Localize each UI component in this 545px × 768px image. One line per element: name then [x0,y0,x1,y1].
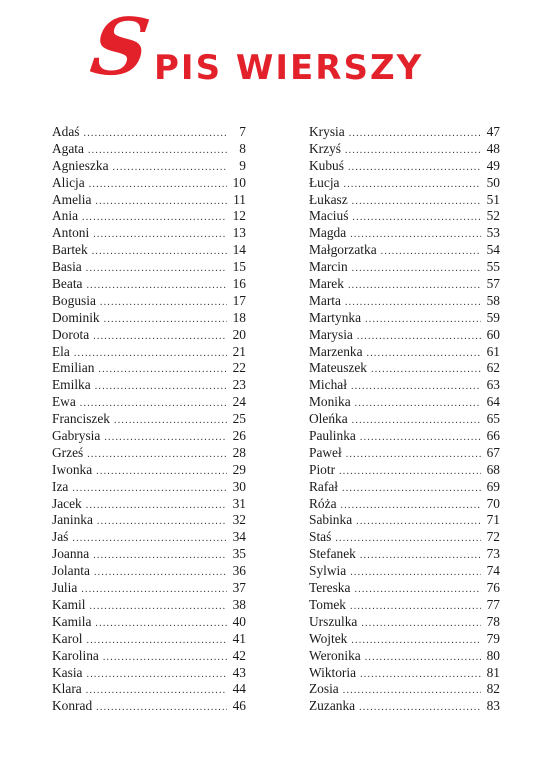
toc-entry-name: Marysia [309,326,353,342]
toc-entry-name: Bogusia [52,292,96,308]
dot-leader [355,396,481,413]
toc-entry-name: Marzenka [309,343,363,359]
toc-entry-page: 69 [486,478,500,494]
toc-entry-name: Staś [309,529,332,545]
dot-leader [86,261,227,278]
dot-leader [381,244,481,261]
toc-entry-page: 58 [486,292,500,308]
toc-entry-page: 46 [232,698,246,714]
dot-leader [95,616,227,633]
toc-entry-page: 62 [486,360,500,376]
dot-leader [89,599,227,616]
toc-entry-name: Jacek [52,495,82,511]
toc-entry-name: Marta [309,292,341,308]
toc-entry-name: Emilka [52,377,91,393]
toc-entry-name: Dorota [52,326,90,342]
toc-entry-name: Piotr [309,461,336,477]
toc-entry-page: 48 [486,140,500,156]
toc-entry-name: Tereska [309,580,351,596]
toc-entry-page: 16 [232,276,246,292]
toc-right-column [309,124,500,715]
toc-entry-name: Adaś [52,124,80,139]
dot-leader [87,667,228,684]
toc-entry-page: 73 [486,546,500,562]
toc-entry [52,681,246,698]
dot-leader [354,582,481,599]
dot-leader [100,295,227,312]
toc-entry-page: 79 [486,630,500,646]
dot-leader [361,616,481,633]
toc-entry [52,192,246,209]
dot-leader [74,346,227,363]
toc-entry-page: 23 [232,377,246,393]
toc-entry [309,681,500,698]
dot-leader [93,548,227,565]
toc-entry [52,293,246,310]
dot-leader [87,447,227,464]
toc-entry-page: 28 [232,444,246,460]
toc-entry [309,310,500,327]
toc-entry-page: 52 [486,208,500,224]
toc-entry-page: 40 [232,613,246,629]
toc-entry-page: 25 [232,411,246,427]
dot-leader [97,514,227,531]
dot-leader [341,498,481,515]
toc-entry-page: 51 [486,191,500,207]
toc-entry-page: 47 [486,124,500,139]
dot-leader [95,379,227,396]
toc-entry-page: 67 [486,444,500,460]
toc-entry-page: 78 [486,613,500,629]
toc-entry-name: Gabrysia [52,428,101,444]
toc-entry [52,411,246,428]
toc-entry-page: 65 [486,411,500,427]
toc-entry-page: 35 [232,546,246,562]
toc-entry-name: Martynka [309,309,362,325]
dot-leader [92,244,227,261]
dot-leader [360,548,481,565]
dot-leader [95,194,227,211]
toc-entry-name: Mateuszek [309,360,368,376]
toc-entry-name: Zosia [309,681,339,697]
toc-entry-name: Jaś [52,529,69,545]
dot-leader [350,599,481,616]
toc-entry [309,698,500,715]
toc-entry-name: Amelia [52,191,92,207]
toc-entry [309,276,500,293]
toc-entry-name: Łucja [309,174,340,190]
toc-entry-page: 64 [486,394,500,410]
toc-entry-name: Paulinka [309,428,356,444]
dot-leader [93,329,227,346]
toc-entry-page: 21 [232,343,246,359]
toc-entry-name: Stefanek [309,546,356,562]
toc-entry-page: 7 [239,124,246,139]
toc-entry-page: 82 [486,681,500,697]
page-title [85,2,432,93]
toc-entry [52,512,246,529]
toc-entry-page: 43 [232,664,246,680]
toc-entry [52,225,246,242]
toc-entry-name: Iwonka [52,461,93,477]
dot-leader [356,514,481,531]
dot-leader [72,481,227,498]
toc-entry-name: Wiktoria [309,664,357,680]
toc-entry-page: 49 [486,157,500,173]
toc-entry-name: Ela [52,343,70,359]
toc-entry-page: 9 [239,157,246,173]
toc-entry-page: 29 [232,461,246,477]
dot-leader [86,278,227,295]
toc-entry-name: Łukasz [309,191,348,207]
toc-entry-page: 14 [232,242,246,258]
toc-entry-name: Paweł [309,444,342,460]
toc-entry-name: Ewa [52,394,76,410]
toc-entry-page: 59 [486,309,500,325]
dot-leader [72,531,227,548]
toc-entry [52,360,246,377]
toc-entry-name: Sylwia [309,563,347,579]
toc-entry [309,563,500,580]
dot-leader [371,362,481,379]
toc-entry [52,563,246,580]
toc-entry-name: Zuzanka [309,698,356,714]
toc-left-column [52,124,246,715]
toc-entry [309,546,500,563]
toc-entry [52,158,246,175]
toc-entry [52,479,246,496]
toc-entry-page: 10 [232,174,246,190]
toc-entry-page: 20 [232,326,246,342]
dot-leader [352,413,481,430]
toc-entry [309,428,500,445]
toc-entry [52,344,246,361]
toc-entry-page: 72 [486,529,500,545]
toc-entry [309,462,500,479]
toc-entry-page: 22 [232,360,246,376]
toc-entry [52,394,246,411]
dot-leader [343,177,481,194]
toc-entry-page: 70 [486,495,500,511]
toc-entry-name: Róża [309,495,337,511]
toc-entry-name: Grześ [52,444,84,460]
toc-entry [309,665,500,682]
dot-leader [339,464,481,481]
dot-leader [113,160,227,177]
dot-leader [351,379,481,396]
toc-entry-page: 68 [486,461,500,477]
toc-entry-name: Agata [52,140,84,156]
toc-entry [309,158,500,175]
title-rest: PIS WIERSZY [154,48,424,88]
toc-entry [309,529,500,546]
toc-entry-page: 81 [486,664,500,680]
toc-entry [52,698,246,715]
toc-entry-name: Krysia [309,124,345,139]
toc-entry-page: 80 [486,647,500,663]
toc-entry [52,259,246,276]
dot-leader [114,413,227,430]
toc-entry [309,512,500,529]
toc-entry-page: 37 [232,580,246,596]
dot-leader [82,210,227,227]
toc-entry-page: 83 [486,698,500,714]
toc-entry [309,597,500,614]
toc-entry-name: Klara [52,681,82,697]
toc-entry [52,276,246,293]
toc-entry [52,175,246,192]
toc-entry-page: 38 [232,596,246,612]
toc-entry-page: 41 [232,630,246,646]
toc-entry-page: 53 [486,225,500,241]
toc-entry-name: Rafał [309,478,338,494]
dot-leader [342,481,481,498]
toc-entry-page: 74 [486,563,500,579]
toc-entry-page: 63 [486,377,500,393]
toc-entry-name: Emilian [52,360,95,376]
toc-entry [309,614,500,631]
toc-entry [52,597,246,614]
toc-entry [52,445,246,462]
dot-leader [365,312,481,329]
toc-entry [309,479,500,496]
toc-entry-name: Sabinka [309,512,353,528]
toc-entry-name: Basia [52,259,82,275]
toc-entry-name: Wojtek [309,630,348,646]
toc-entry [309,648,500,665]
toc-entry-name: Tomek [309,596,346,612]
toc-entry-name: Ania [52,208,79,224]
toc-entry-name: Joanna [52,546,90,562]
toc-entry [52,665,246,682]
toc-entry [309,259,500,276]
dot-leader [104,430,227,447]
dot-leader [365,650,481,667]
toc-entry-name: Alicja [52,174,85,190]
toc-entry [52,580,246,597]
toc-entry-name: Julia [52,580,78,596]
toc-entry [309,411,500,428]
toc-entry [52,496,246,513]
dot-leader [89,177,227,194]
toc-entry-page: 36 [232,563,246,579]
dot-leader [346,447,481,464]
dot-leader [348,160,481,177]
toc-entry [309,360,500,377]
title-initial: S [85,2,155,93]
toc-entry-name: Karolina [52,647,99,663]
toc-entry [309,175,500,192]
dot-leader [104,312,227,329]
toc-entry [52,631,246,648]
dot-leader [81,582,227,599]
dot-leader [352,210,481,227]
toc-entry-name: Monika [309,394,351,410]
toc-entry-name: Konrad [52,698,93,714]
toc-entry-name: Jolanta [52,563,90,579]
dot-leader [345,295,481,312]
toc-entry-name: Bartek [52,242,88,258]
dot-leader [343,683,481,700]
toc-entry [52,614,246,631]
toc-entry-name: Weronika [309,647,361,663]
toc-entry-page: 31 [232,495,246,511]
toc-entry-name: Oleńka [309,411,348,427]
dot-leader [345,143,481,160]
toc-entry-name: Dominik [52,309,100,325]
dot-leader [87,633,228,650]
dot-leader [352,261,481,278]
toc-entry-name: Beata [52,276,83,292]
toc-entry-page: 71 [486,512,500,528]
dot-leader [351,633,481,650]
toc-entry-name: Krzyś [309,140,341,156]
toc-entry [309,208,500,225]
toc-entry-page: 50 [486,174,500,190]
toc-entry-page: 57 [486,276,500,292]
dot-leader [86,498,227,515]
toc-entry [309,141,500,158]
toc-entry [52,529,246,546]
dot-leader [350,565,481,582]
toc-entry-page: 54 [486,242,500,258]
toc-entry [309,124,500,141]
toc-entry [309,445,500,462]
toc-entry-page: 26 [232,428,246,444]
toc-entry [52,327,246,344]
dot-leader [348,278,481,295]
dot-leader [357,329,481,346]
dot-leader [84,126,227,143]
toc-entry-name: Antoni [52,225,90,241]
toc-entry-page: 30 [232,478,246,494]
toc-entry [309,344,500,361]
toc-entry-page: 77 [486,596,500,612]
toc-entry [309,580,500,597]
toc-entry-name: Iza [52,478,69,494]
dot-leader [103,650,227,667]
toc-entry-page: 18 [232,309,246,325]
toc-entry [52,428,246,445]
dot-leader [96,700,227,717]
dot-leader [360,430,481,447]
toc-entry-name: Kubuś [309,157,344,173]
toc-entry-page: 44 [232,681,246,697]
toc-entry [52,377,246,394]
toc-entry [309,394,500,411]
toc-entry-page: 61 [486,343,500,359]
toc-entry-name: Michał [309,377,347,393]
toc-entry-name: Karol [52,630,83,646]
dot-leader [349,126,481,143]
dot-leader [359,700,481,717]
dot-leader [367,346,481,363]
dot-leader [335,531,481,548]
dot-leader [352,194,481,211]
toc-entry-page: 24 [232,394,246,410]
toc-entry-name: Marcin [309,259,348,275]
toc-entry-page: 66 [486,428,500,444]
toc-entry-name: Małgorzatka [309,242,377,258]
toc-entry-page: 15 [232,259,246,275]
toc-entry-page: 76 [486,580,500,596]
dot-leader [94,565,227,582]
toc-entry [52,648,246,665]
toc-entry [309,192,500,209]
toc-entry [52,310,246,327]
toc-entry-page: 32 [232,512,246,528]
toc-entry-page: 13 [232,225,246,241]
toc-entry [309,242,500,259]
toc-entry-name: Urszulka [309,613,358,629]
toc-entry-name: Maciuś [309,208,349,224]
toc-entry-name: Magda [309,225,347,241]
toc-entry [309,293,500,310]
toc-entry [309,225,500,242]
toc-entry-name: Kamila [52,613,92,629]
dot-leader [96,464,227,481]
toc-entry [52,546,246,563]
dot-leader [360,667,481,684]
toc-entry-page: 12 [232,208,246,224]
toc-entry-name: Agnieszka [52,157,109,173]
dot-leader [93,227,227,244]
toc-entry-page: 42 [232,647,246,663]
toc-entry-name: Kasia [52,664,83,680]
toc-entry [309,377,500,394]
toc-entry [52,208,246,225]
toc-entry-name: Kamil [52,596,86,612]
toc-entry [52,141,246,158]
toc-entry-name: Franciszek [52,411,111,427]
toc-entry-page: 8 [239,140,246,156]
toc-entry-page: 55 [486,259,500,275]
toc-entry-page: 34 [232,529,246,545]
toc-entry-page: 17 [232,292,246,308]
toc-entry-name: Janinka [52,512,93,528]
toc-entry [52,124,246,141]
toc-entry [309,631,500,648]
toc-entry-page: 60 [486,326,500,342]
toc-entry [309,496,500,513]
toc-entry [52,462,246,479]
toc-entry [309,327,500,344]
toc-entry-name: Marek [309,276,344,292]
dot-leader [86,683,227,700]
toc-entry [52,242,246,259]
toc-entry-page: 11 [233,191,246,207]
dot-leader [98,362,227,379]
